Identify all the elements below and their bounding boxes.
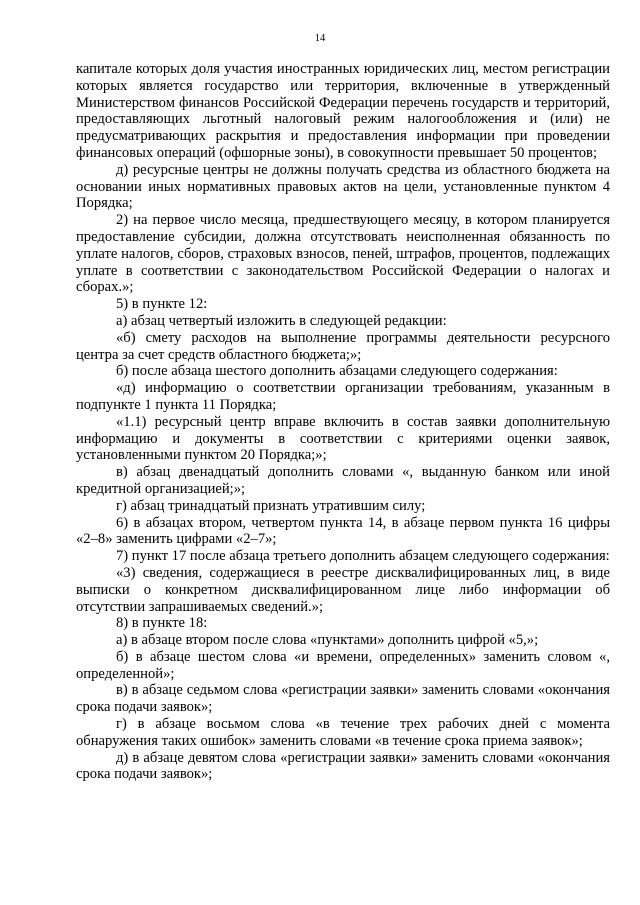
paragraph: д) ресурсные центры не должны получать средства из областного бюджета на основании иных нормативных правовых актов на цели, установленные пунктом 4 Порядка;: [76, 161, 610, 212]
paragraph: «д) информацию о соответствии организации требованиям, указанным в подпункте 1 пункта 11 Порядка;: [76, 380, 610, 413]
paragraph: капитале которых доля участия иностранных юридических лиц, местом регистрации которых является государство или территория, включенные в утвержденный Министерством финансов Российской Федерации перечень государств и территорий, предоставляющих льготный налоговый режим налогообложения и (или) не предусматривающих раскрытия и предоставления информации при проведении финансовых операций (офшорные зоны), в совокупности превышает 50 процентов;: [76, 61, 610, 161]
paragraph: 7) пункт 17 после абзаца третьего дополнить абзацем следующего содержания:: [116, 548, 610, 565]
paragraph: 2) на первое число месяца, предшествующего месяцу, в котором планируется предоставление субсидии, должна отсутствовать неисполненная обязанность по уплате налогов, сборов, страховых взносов, пеней, штрафов, процентов, подлежащих уплате в соответствии с законодательством Российской Федерации о налогах и сборах.»;: [76, 212, 610, 296]
paragraph: в) абзац двенадцатый дополнить словами «, выданную банком или иной кредитной организацией;»;: [76, 464, 610, 497]
document-body: [76, 61, 610, 783]
paragraph: а) абзац четвертый изложить в следующей редакции:: [116, 312, 447, 329]
paragraph: в) в абзаце седьмом слова «регистрации заявки» заменить словами «окончания срока подачи заявок»;: [76, 682, 610, 716]
paragraph: г) абзац тринадцатый признать утратившим силу;: [116, 497, 426, 514]
paragraph: «1.1) ресурсный центр вправе включить в состав заявки дополнительную информацию и документы в соответствии с критериями оценки заявок, установленными пунктом 20 Порядка;»;: [76, 413, 610, 464]
paragraph: «б) смету расходов на выполнение программы деятельности ресурсного центра за счет средств областного бюджета;»;: [76, 329, 610, 363]
paragraph: 5) в пункте 12:: [116, 296, 208, 313]
paragraph: «3) сведения, содержащиеся в реестре дисквалифицированных лиц, в виде выписки о конкретном дисквалифицированном лице либо информации об отсутствии запрашиваемых сведений.»;: [76, 564, 610, 615]
paragraph: б) после абзаца шестого дополнить абзацами следующего содержания:: [116, 363, 558, 380]
paragraph: г) в абзаце восьмом слова «в течение трех рабочих дней с момента обнаружения таких ошибок» заменить словами «в течение срока приема заявок»;: [76, 716, 610, 749]
paragraph: б) в абзаце шестом слова «и времени, определенных» заменить словом «, определенной»;: [76, 648, 610, 682]
paragraph: 8) в пункте 18:: [116, 615, 208, 632]
paragraph: 6) в абзацах втором, четвертом пункта 14, в абзаце первом пункта 16 цифры «2–8» заменить цифрами «2–7»;: [76, 514, 610, 548]
paragraph: а) в абзаце втором после слова «пунктами» дополнить цифрой «5,»;: [116, 632, 539, 649]
page-number: 14: [314, 33, 326, 44]
paragraph: д) в абзаце девятом слова «регистрации заявки» заменить словами «окончания срока подачи заявок»;: [76, 749, 610, 783]
